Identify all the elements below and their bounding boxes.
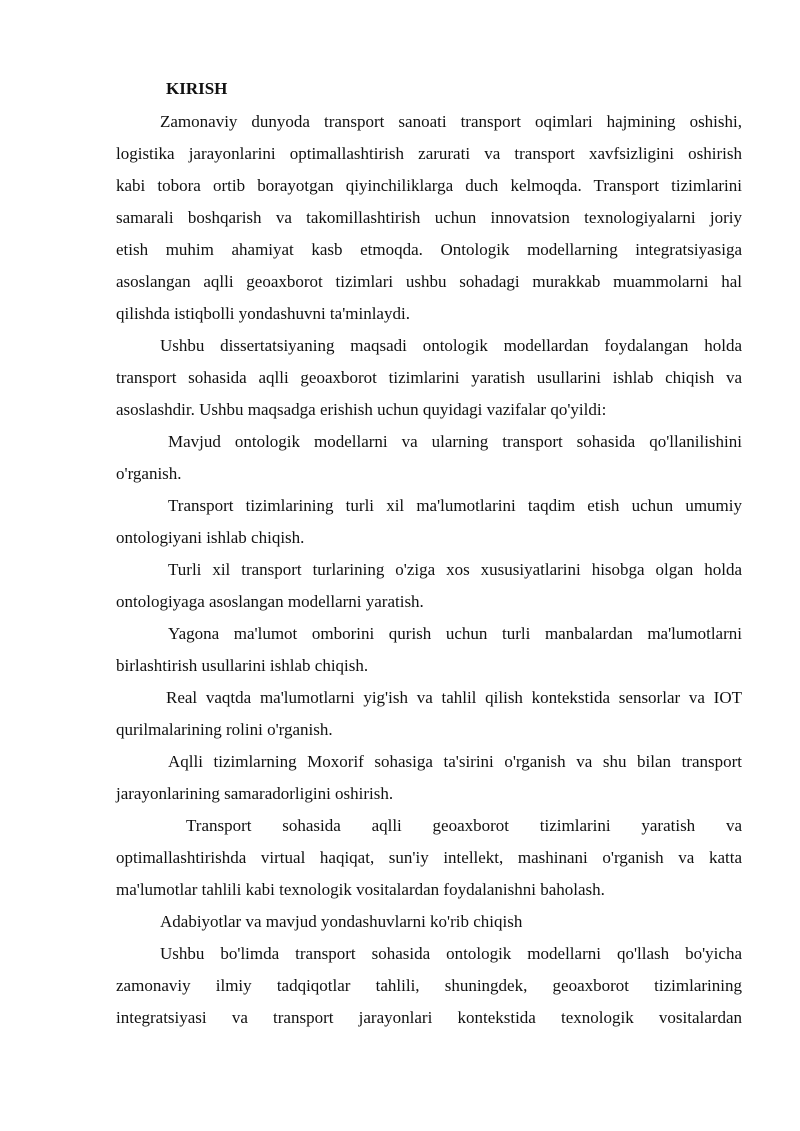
paragraph-line: qilishda istiqbolli yondashuvni ta'minlaydi. — [116, 304, 410, 323]
paragraph-line: kabi tobora ortib borayotgan qiyinchiliklarga duch kelmoqda. Transport tizimlarini — [116, 176, 742, 195]
paragraph-line: zamonaviy ilmiy tadqiqotlar tahlili, shuningdek, geoaxborot tizimlarining — [116, 976, 742, 995]
paragraph-line: asoslangan aqlli geoaxborot tizimlari ushbu sohadagi murakkab muammolarni hal — [116, 272, 742, 291]
subsection-title: Adabiyotlar va mavjud yondashuvlarni ko'rib chiqish — [160, 912, 523, 931]
paragraph-line: etish muhim ahamiyat kasb etmoqda. Ontologik modellarning integratsiyasiga — [116, 240, 742, 259]
paragraph-line: Zamonaviy dunyoda transport sanoati transport oqimlari hajmining oshishi, — [160, 112, 742, 131]
paragraph-line: integratsiyasi va transport jarayonlari kontekstida texnologik vositalardan — [116, 1008, 742, 1027]
task-item-line: Turli xil transport turlarining o'ziga xos xususiyatlarini hisobga olgan holda — [168, 560, 742, 579]
section-heading: KIRISH — [166, 79, 228, 98]
paragraph-line: samarali boshqarish va takomillashtirish uchun innovatsion texnologiyalarni joriy — [116, 208, 742, 227]
task-item-line: Transport tizimlarining turli xil ma'lumotlarini taqdim etish uchun umumiy — [168, 496, 742, 515]
task-item-line: Transport sohasida aqlli geoaxborot tizimlarini yaratish va — [186, 816, 742, 835]
task-item-line: Yagona ma'lumot omborini qurish uchun turli manbalardan ma'lumotlarni — [168, 624, 742, 643]
task-item-line: Mavjud ontologik modellarni va ularning transport sohasida qo'llanilishini — [168, 432, 742, 451]
task-item-line: Aqlli tizimlarning Moxorif sohasiga ta'sirini o'rganish va shu bilan transport — [168, 752, 742, 771]
task-item-line: qurilmalarining rolini o'rganish. — [116, 720, 333, 739]
paragraph-line: logistika jarayonlarini optimallashtirish zarurati va transport xavfsizligini oshirish — [116, 144, 742, 163]
task-item-line: o'rganish. — [116, 464, 182, 483]
task-item-line: ontologiyani ishlab chiqish. — [116, 528, 305, 547]
paragraph-line: asoslashdir. Ushbu maqsadga erishish uchun quyidagi vazifalar qo'yildi: — [116, 400, 607, 419]
paragraph-line: Ushbu bo'limda transport sohasida ontologik modellarni qo'llash bo'yicha — [160, 944, 742, 963]
task-item-line: optimallashtirishda virtual haqiqat, sun'iy intellekt, mashinani o'rganish va katta — [116, 848, 742, 867]
task-item-line: birlashtirish usullarini ishlab chiqish. — [116, 656, 369, 675]
paragraph-line: transport sohasida aqlli geoaxborot tizimlarini yaratish usullarini ishlab chiqish va — [116, 368, 742, 387]
task-item-line: ontologiyaga asoslangan modellarni yaratish. — [116, 592, 424, 611]
paragraph-line: Ushbu dissertatsiyaning maqsadi ontologik modellardan foydalangan holda — [160, 336, 742, 355]
task-item-line: jarayonlarining samaradorligini oshirish. — [116, 784, 394, 803]
task-item-line: ma'lumotlar tahlili kabi texnologik vositalardan foydalanishni baholash. — [116, 880, 605, 899]
task-item-line: Real vaqtda ma'lumotlarni yig'ish va tahlil qilish kontekstida sensorlar va IOT — [166, 688, 742, 707]
